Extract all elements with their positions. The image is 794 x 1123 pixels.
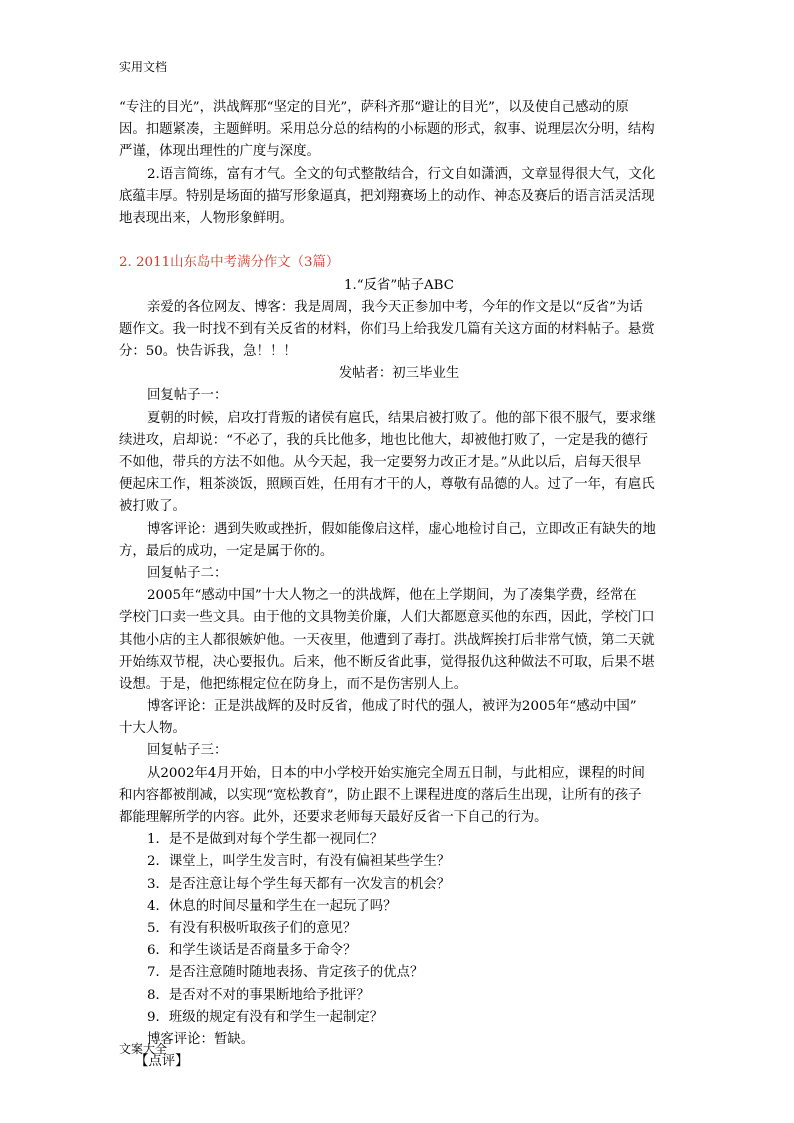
paragraph-line: 便起床工作，粗茶淡饭，照顾百姓，任用有才干的人，尊敬有品德的人。过了一年，有扈氏 <box>119 477 655 493</box>
section-title: 2. 2011山东岛中考满分作文（3篇） <box>119 255 340 271</box>
list-item: 8．是否对不对的事果断地给予批评？ <box>147 987 370 1003</box>
comment-line: 方，最后的成功，一定是属于你的。 <box>119 543 334 559</box>
paragraph-line: 都能理解所学的内容。此外，还要求老师每天最好反省一下自己的行为。 <box>119 810 548 825</box>
review-label: 【点评】 <box>135 1054 189 1070</box>
list-item: 6．和学生谈话是否商量多于命令？ <box>147 943 357 959</box>
paragraph-line: 被打败了。 <box>119 499 186 515</box>
paragraph-line: 因。扣题紧凑，主题鲜明。采用总分总的结构的小标题的形式，叙事、说理层次分明，结构 <box>119 122 655 138</box>
paragraph-line: 底蕴丰厚。特别是场面的描写形象逼真，把刘翔赛场上的动作、神态及赛后的语言活灵活现 <box>119 188 655 204</box>
comment-line: 博客评论：遇到失败或挫折，假如能像启这样，虚心地检讨自己，立即改正有缺失的地 <box>147 521 656 537</box>
comment-line: 博客评论：正是洪战辉的及时反省，他成了时代的强人，被评为2005年“感动中国” <box>147 699 637 715</box>
paragraph-line: 学校门口卖一些文具。由于他的文具物美价廉，人们大都愿意买他的东西，因此，学校门口 <box>119 610 655 626</box>
paragraph-line: 题作文。我一时找不到有关反省的材料，你们马上给我发几篇有关这方面的材料帖子。悬赏 <box>119 321 655 337</box>
paragraph-line: 从2002年4月开始，日本的中小学校开始实施完全周五日制，与此相应，课程的时间 <box>147 765 645 781</box>
reply-label: 回复帖子三： <box>147 743 228 759</box>
paragraph-line: 设想。于是，他把练棍定位在防身上，而不是伤害别人上。 <box>119 676 468 692</box>
list-item: 1．是不是做到对每个学生都一视同仁？ <box>147 832 384 848</box>
reply-label: 回复帖子一： <box>147 388 228 404</box>
paragraph-line: 2005年“感动中国”十大人物之一的洪战辉，他在上学期间，为了凑集学费，经常在 <box>147 588 637 604</box>
paragraph-line: 续进攻，启却说：“不必了，我的兵比他多，地也比他大，却被他打败了，一定是我的德行 <box>119 432 649 448</box>
comment-line: 十大人物。 <box>119 721 186 737</box>
paragraph-line: 地表现出来，人物形象鲜明。 <box>119 210 294 226</box>
paragraph-line: 和内容都被削减，以实现“宽松教育”，防止跟不上课程进度的落后生出现，让所有的孩子 <box>119 787 642 803</box>
document-body <box>119 97 679 1073</box>
page-header: 实用文档 <box>119 60 168 74</box>
poster-line: 发帖者：初三毕业生 <box>338 366 460 382</box>
list-item: 9．班级的规定有没有和学生一起制定？ <box>147 1009 384 1025</box>
list-item: 5．有没有积极听取孩子们的意见？ <box>147 920 357 936</box>
page-footer: 文案大全 <box>119 1042 168 1056</box>
paragraph-line: 分：50。快告诉我，急！！！ <box>119 344 297 360</box>
paragraph-line: 其他小店的主人都很嫉妒他。一天夜里，他遭到了毒打。洪战辉挨打后非常气愤，第二天就 <box>119 632 655 648</box>
reply-label: 回复帖子二： <box>147 565 228 581</box>
comment-line: 博客评论：暂缺。 <box>147 1031 255 1047</box>
article-title: 1.“反省”帖子ABC <box>343 277 455 293</box>
paragraph-line: 2.语言简练，富有才气。全文的句式整散结合，行文自如潇洒，文章显得很大气，文化 <box>147 166 656 182</box>
paragraph-line: 开始练双节棍，决心要报仇。后来，他不断反省此事，觉得报仇这种做法不可取，后果不堪 <box>119 654 655 670</box>
paragraph-line: 亲爱的各位网友、博客：我是周周，我今天正参加中考，今年的作文是以“反省”为话 <box>147 299 643 315</box>
list-item: 2．课堂上，叫学生发言时，有没有偏袒某些学生？ <box>147 854 451 870</box>
list-item: 3．是否注意让每个学生每天都有一次发言的机会？ <box>147 876 451 892</box>
list-item: 7．是否注意随时随地表扬、肯定孩子的优点？ <box>147 965 424 981</box>
paragraph-line: 不如他，带兵的方法不如他。从今天起，我一定要努力改正才是。”从此以后，启每天很早 <box>119 455 642 470</box>
paragraph-line: “专注的目光”，洪战辉那“坚定的目光”，萨科齐那“避让的目光”，以及使自己感动的原 <box>119 100 629 115</box>
paragraph-line: 夏朝的时候，启攻打背叛的诸侯有扈氏，结果启被打败了。他的部下很不服气，要求继 <box>147 410 656 426</box>
list-item: 4．休息的时间尽量和学生在一起玩了吗？ <box>147 898 397 914</box>
paragraph-line: 严谨，体现出理性的广度与深度。 <box>119 144 320 160</box>
